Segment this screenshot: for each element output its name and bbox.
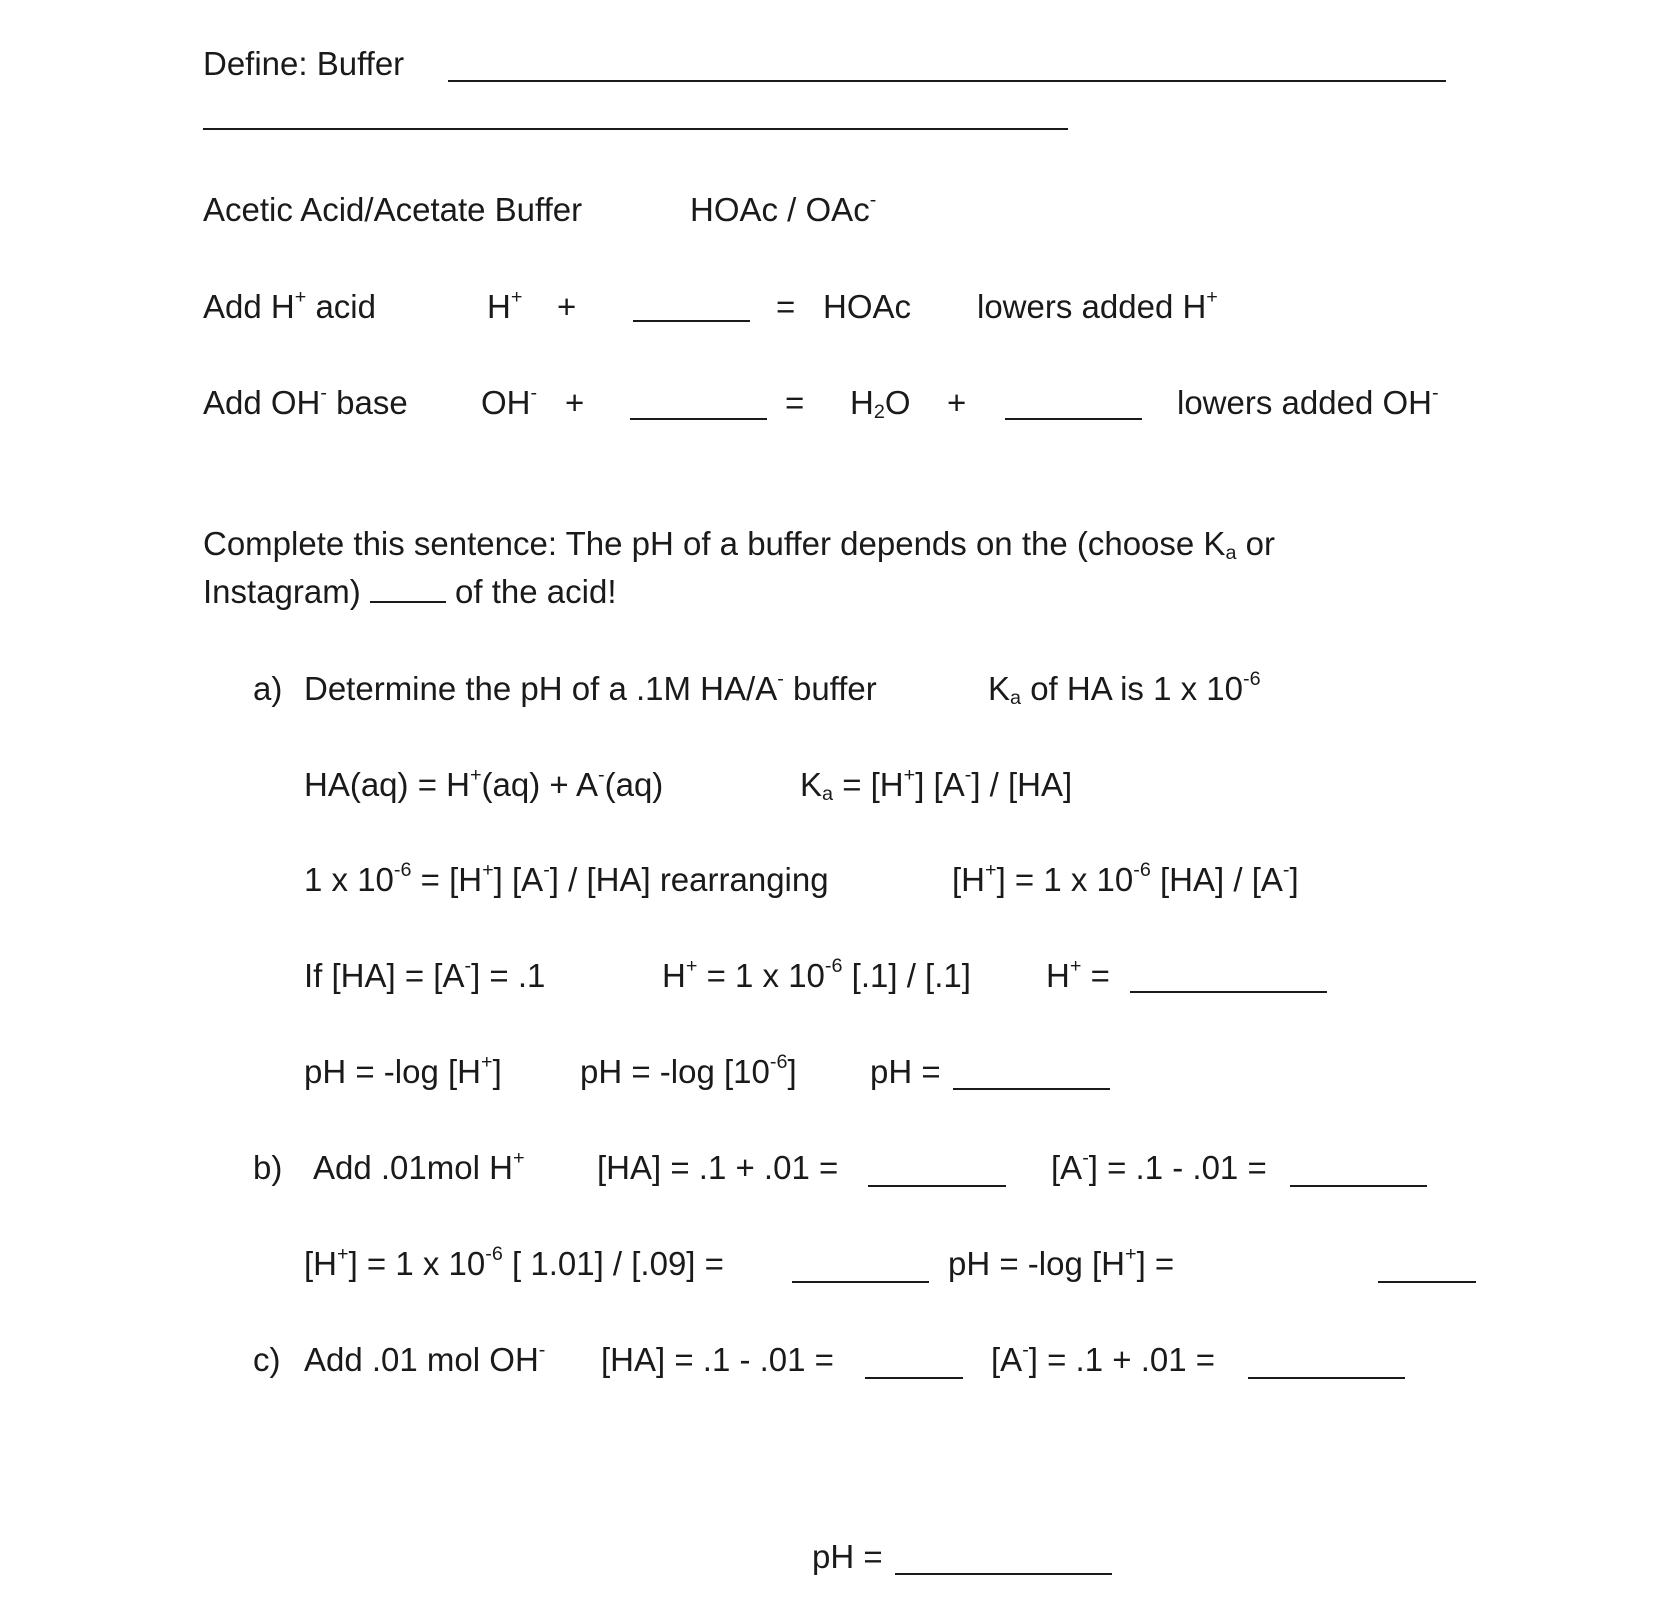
- part-b-ph: pH = -log [H+] =: [948, 1243, 1175, 1282]
- add-base-plus: +: [565, 384, 585, 421]
- part-a-ph-answer: pH =: [870, 1053, 941, 1090]
- add-acid-ion: H+: [487, 286, 523, 325]
- part-c-ha: [HA] = .1 - .01 =: [601, 1341, 834, 1378]
- add-base-blank-1[interactable]: [630, 418, 767, 420]
- part-a-h-blank[interactable]: [1130, 991, 1327, 993]
- part-a-substitution: 1 x $10^{-6} = [H^+]$ [A-] / [HA] rearranging: [304, 859, 829, 898]
- acetic-formula: HOAc / OAc-: [690, 189, 877, 228]
- part-a-marker: a): [253, 670, 283, 707]
- part-c-marker: c): [253, 1341, 281, 1378]
- part-a-condition: If [HA] = [A-] = .1: [304, 955, 546, 994]
- part-a-h-calc: H+ = 1 x $10^{-6}$ [.1] / [.1]: [662, 955, 971, 994]
- add-acid-equals: =: [776, 288, 796, 325]
- add-base-note: lowers added OH-: [1177, 382, 1439, 421]
- part-a-ka-expression: $K_a = [H^+]$ [A-] / [HA]: [800, 764, 1073, 805]
- add-acid-plus: +: [557, 288, 577, 325]
- part-a-ph-definition: pH = -log [H+]: [304, 1051, 502, 1090]
- add-base-ion: OH-: [481, 382, 538, 421]
- part-c-a-blank[interactable]: [1248, 1377, 1405, 1379]
- part-b-ph-blank[interactable]: [1378, 1281, 1476, 1283]
- add-base-water: $H_2O$: [850, 384, 911, 423]
- part-c-ha-blank[interactable]: [865, 1377, 963, 1379]
- add-base-equals: =: [785, 384, 805, 421]
- define-blank-1[interactable]: [448, 80, 1446, 82]
- final-ph-blank[interactable]: [895, 1573, 1112, 1575]
- add-base-plus-2: +: [947, 384, 967, 421]
- add-base-label: Add OH- base: [203, 382, 408, 421]
- final-ph: pH =: [812, 1538, 883, 1575]
- part-a-equilibrium: HA(aq) = H+(aq) + A-(aq): [304, 764, 664, 803]
- add-base-blank-2[interactable]: [1005, 418, 1142, 420]
- define-label: Define: Buffer: [203, 45, 405, 82]
- part-c-add: Add .01 mol OH-: [304, 1339, 546, 1378]
- add-acid-blank[interactable]: [633, 320, 750, 322]
- part-a-rearranged: [H+] = 1 x $10^{-6}$ [HA] / [A-]: [952, 859, 1299, 898]
- sentence-line-1: Complete this sentence: The pH of a buffer depends on the (choose $K_a$ or: [203, 525, 1275, 564]
- add-acid-product: HOAc: [823, 288, 912, 325]
- part-b-ha-blank[interactable]: [868, 1185, 1006, 1187]
- part-b-add: Add .01mol H+: [313, 1147, 525, 1186]
- sentence-line-2: Instagram) of the acid!: [203, 573, 617, 610]
- part-b-a-blank[interactable]: [1290, 1185, 1427, 1187]
- part-b-marker: b): [253, 1149, 283, 1186]
- define-row: [203, 44, 404, 84]
- acetic-label: Acetic Acid/Acetate Buffer: [203, 191, 583, 228]
- add-acid-note: lowers added H+: [977, 286, 1218, 325]
- part-b-h-calc: [H+] = 1 x $10^{-6}$ [ 1.01] / [.09] =: [304, 1243, 724, 1282]
- part-a-ph-blank[interactable]: [953, 1088, 1110, 1090]
- part-a-h-answer: H+ =: [1046, 955, 1110, 994]
- part-a-ph-substitution: pH = -log $[10^{-6}]$: [580, 1051, 797, 1090]
- part-b-ha: [HA] = .1 + .01 =: [597, 1149, 839, 1186]
- part-b-h-blank[interactable]: [792, 1281, 929, 1283]
- part-c-a: [A-] = .1 + .01 =: [991, 1339, 1216, 1378]
- part-b-a: [A-] = .1 - .01 =: [1051, 1147, 1267, 1186]
- define-blank-2[interactable]: [203, 128, 1068, 130]
- part-a-ka: $K_a$ of HA is 1 x $10^{-6}$: [988, 668, 1261, 709]
- add-acid-label: Add H+ acid: [203, 286, 376, 325]
- part-a-title: Determine the pH of a .1M HA/A- buffer: [304, 668, 877, 707]
- sentence-blank[interactable]: [370, 600, 446, 603]
